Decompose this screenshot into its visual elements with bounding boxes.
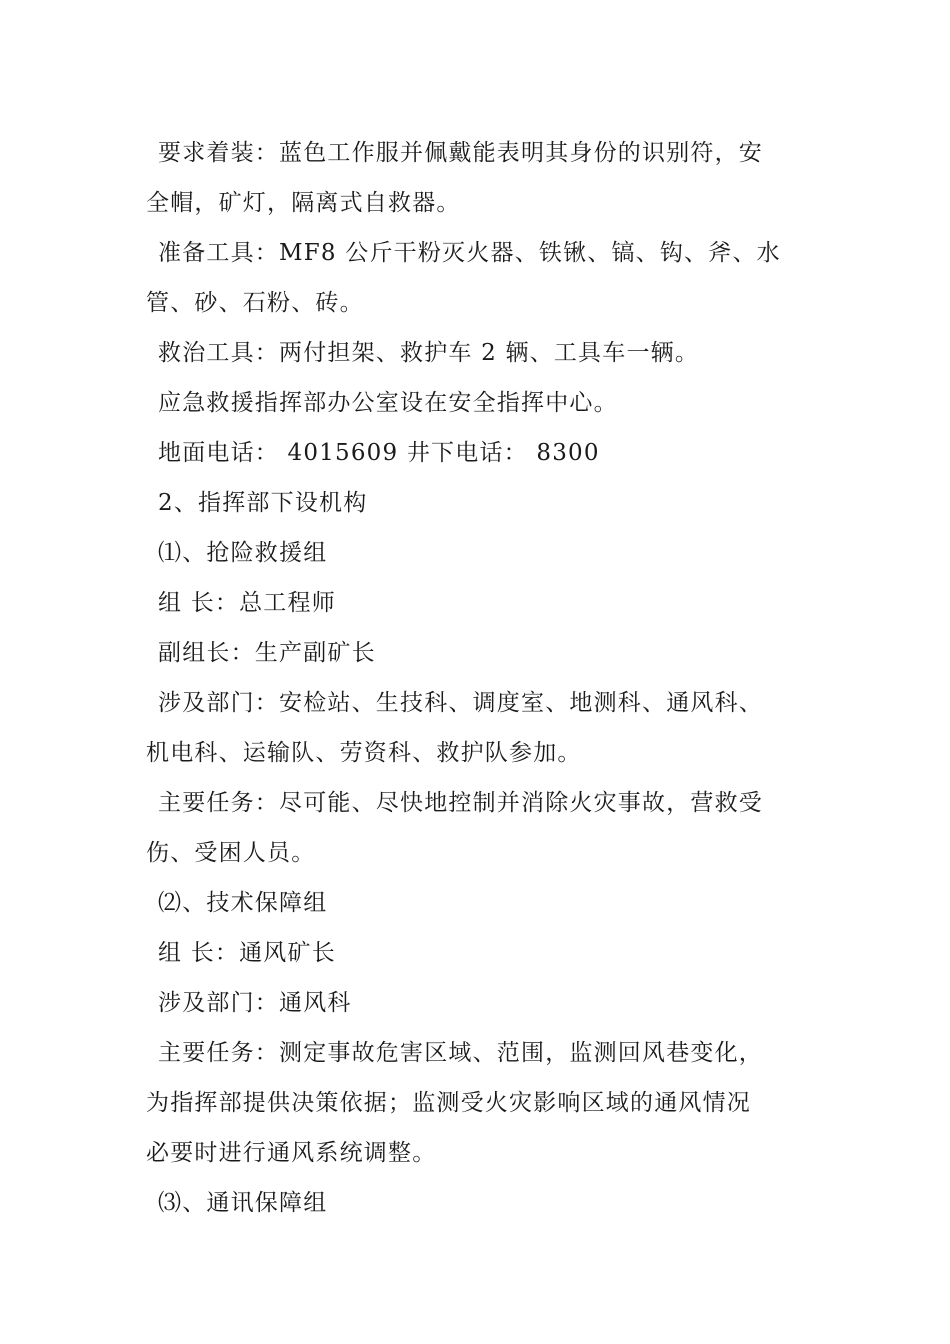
text-line: 涉及部门：安检站、生技科、调度室、地测科、通风科、 — [158, 690, 763, 716]
subsection-heading: ⑶、通讯保障组 — [158, 1190, 328, 1216]
section-heading: 2、指挥部下设机构 — [158, 490, 368, 516]
subsection-heading: ⑵、技术保障组 — [158, 890, 328, 916]
text-line: 组 长：总工程师 — [158, 590, 336, 616]
text-line: 主要任务：尽可能、尽快地控制并消除火灾事故，营救受 — [158, 790, 763, 816]
text-line: 伤、受困人员。 — [146, 840, 316, 866]
text-line: 为指挥部提供决策依据；监测受火灾影响区域的通风情况 — [146, 1090, 751, 1116]
text-line: 组 长：通风矿长 — [158, 940, 336, 966]
text-line: 应急救援指挥部办公室设在安全指挥中心。 — [158, 390, 618, 416]
subsection-heading: ⑴、抢险救援组 — [158, 540, 328, 566]
text-line: 准备工具：MF8 公斤干粉灭火器、铁锹、镐、钩、斧、水 — [158, 240, 781, 266]
text-line: 涉及部门：通风科 — [158, 990, 352, 1016]
text-line: 要求着装：蓝色工作服并佩戴能表明其身份的识别符，安 — [158, 140, 763, 166]
text-line: 地面电话： 4015609 井下电话： 8300 — [158, 440, 600, 466]
text-line: 机电科、运输队、劳资科、救护队参加。 — [146, 740, 582, 766]
text-line: 主要任务：测定事故危害区域、范围，监测回风巷变化， — [158, 1040, 763, 1066]
text-line: 管、砂、石粉、砖。 — [146, 290, 364, 316]
text-line: 全帽，矿灯，隔离式自救器。 — [146, 190, 461, 216]
text-line: 副组长：生产副矿长 — [158, 640, 376, 666]
text-line: 必要时进行通风系统调整。 — [146, 1140, 437, 1166]
text-line: 救治工具：两付担架、救护车 2 辆、工具车一辆。 — [158, 340, 700, 366]
